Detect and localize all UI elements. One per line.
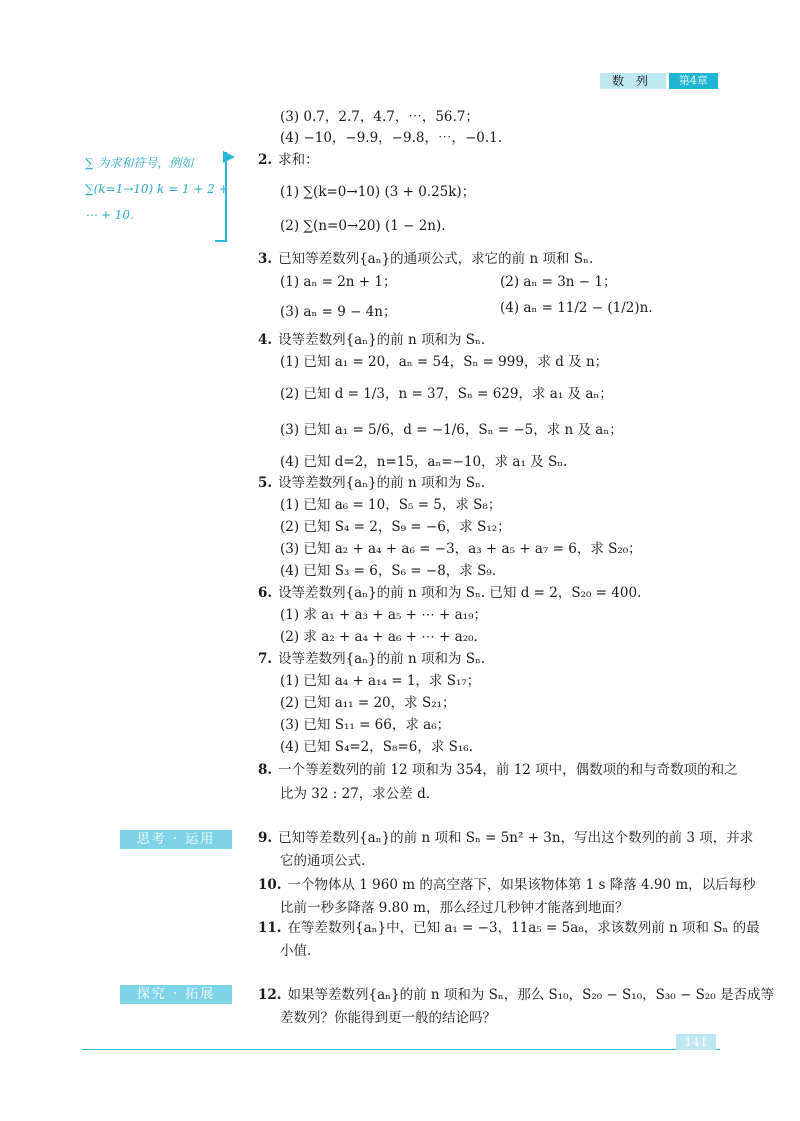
exercise-3: 3. 已知等差数列{aₙ}的通项公式，求它的前 n 项和 Sₙ. — [258, 251, 594, 267]
exercise-line: (3) aₙ = 9 − 4n； — [280, 304, 397, 320]
chapter-title: 数 列 — [600, 73, 666, 89]
exercise-10: 10. 一个物体从 1 960 m 的高空落下，如果该物体第 1 s 降落 4.90 m，以后每秒 — [258, 877, 756, 893]
exercise-2: 2. 求和： — [258, 152, 319, 168]
exercise-line: (3) 已知 a₂ + a₄ + a₆ = −3，a₃ + a₅ + a₇ = 6，求 S₂₀； — [280, 541, 642, 557]
exercise-line: (3) 已知 S₁₁ = 66，求 a₆； — [280, 717, 451, 733]
exercise-line: 小值. — [280, 943, 312, 959]
exercise-line: 差数列？你能得到更一般的结论吗？ — [280, 1010, 496, 1026]
exercise-line: (1) 已知 a₆ = 10，S₅ = 5，求 S₈； — [280, 497, 502, 513]
exercise-line: (4) −10，−9.9，−9.8，⋯，−0.1. — [280, 130, 503, 146]
side-note-bracket — [215, 152, 227, 242]
exercise-line: (4) aₙ = 11/2 − (1/2)n. — [500, 300, 653, 316]
exercise-line: (2) 已知 a₁₁ = 20，求 S₂₁； — [280, 695, 456, 711]
flag-icon — [223, 151, 235, 163]
exercise-11: 11. 在等差数列{aₙ}中，已知 a₁ = −3，11a₅ = 5a₈，求该数列前 n 项和 Sₙ 的最 — [258, 920, 760, 936]
exercise-5: 5. 设等差数列{aₙ}的前 n 项和为 Sₙ. — [258, 475, 486, 491]
exercise-line: (1) ∑(k=0→10) (3 + 0.25k)； — [280, 184, 476, 200]
exercise-line: (1) 求 a₁ + a₃ + a₅ + ⋯ + a₁₉； — [280, 607, 488, 623]
exercise-7: 7. 设等差数列{aₙ}的前 n 项和为 Sₙ. — [258, 651, 486, 667]
section-think-apply: 思考 · 运用 — [120, 830, 232, 849]
exercise-line: (1) aₙ = 2n + 1； — [280, 274, 397, 290]
exercise-line: (2) aₙ = 3n − 1； — [500, 274, 617, 290]
section-explore-extend: 探究 · 拓展 — [120, 985, 232, 1004]
exercise-12: 12. 如果等差数列{aₙ}的前 n 项和为 Sₙ，那么 S₁₀，S₂₀ − S₁₀，S₃₀ − S₂₀ 是否成等 — [258, 987, 774, 1003]
exercise-line: (3) 0.7，2.7，4.7，⋯，56.7； — [280, 109, 479, 125]
exercise-line: (4) 已知 d=2，n=15，aₙ=−10，求 a₁ 及 Sₙ. — [280, 454, 568, 470]
exercise-line: (2) 已知 d = 1/3，n = 37，Sₙ = 629，求 a₁ 及 aₙ； — [280, 386, 613, 402]
exercise-line: 它的通项公式. — [280, 853, 366, 869]
exercise-4: 4. 设等差数列{aₙ}的前 n 项和为 Sₙ. — [258, 332, 486, 348]
exercise-line: (4) 已知 S₄=2，S₈=6，求 S₁₆. — [280, 739, 473, 755]
chapter-number: 第4章 — [669, 73, 718, 89]
chapter-header — [600, 73, 718, 89]
exercise-line: 比前一秒多降落 9.80 m，那么经过几秒钟才能落到地面？ — [280, 900, 629, 916]
exercise-line: (2) 已知 S₄ = 2，S₉ = −6，求 S₁₂； — [280, 519, 511, 535]
exercise-line: (2) ∑(n=0→20) (1 − 2n). — [280, 218, 446, 234]
footer-rule — [82, 1049, 720, 1050]
side-note: ∑ 为求和符号，例如 ∑(k=1→10) k = 1 + 2 + ⋯ + 10. — [85, 156, 229, 222]
exercise-line: 比为 32 : 27，求公差 d. — [280, 786, 431, 802]
exercise-6: 6. 设等差数列{aₙ}的前 n 项和为 Sₙ. 已知 d = 2，S₂₀ = 400. — [258, 585, 642, 601]
exercise-line: (2) 求 a₂ + a₄ + a₆ + ⋯ + a₂₀. — [280, 629, 478, 645]
exercise-line: (1) 已知 a₁ = 20，aₙ = 54，Sₙ = 999，求 d 及 n； — [280, 354, 609, 370]
exercise-line: (1) 已知 a₄ + a₁₄ = 1，求 S₁₇； — [280, 673, 481, 689]
exercise-8: 8. 一个等差数列的前 12 项和为 354，前 12 项中，偶数项的和与奇数项的和之 — [258, 762, 738, 778]
exercise-9: 9. 已知等差数列{aₙ}的前 n 项和 Sₙ = 5n² + 3n，写出这个数列的前 3 项，并求 — [258, 830, 754, 846]
page-number: 141 — [676, 1034, 716, 1050]
exercise-line: (4) 已知 S₃ = 6，S₆ = −8，求 S₉. — [280, 563, 497, 579]
exercise-line: (3) 已知 a₁ = 5/6，d = −1/6，Sₙ = −5，求 n 及 aₙ； — [280, 422, 623, 438]
